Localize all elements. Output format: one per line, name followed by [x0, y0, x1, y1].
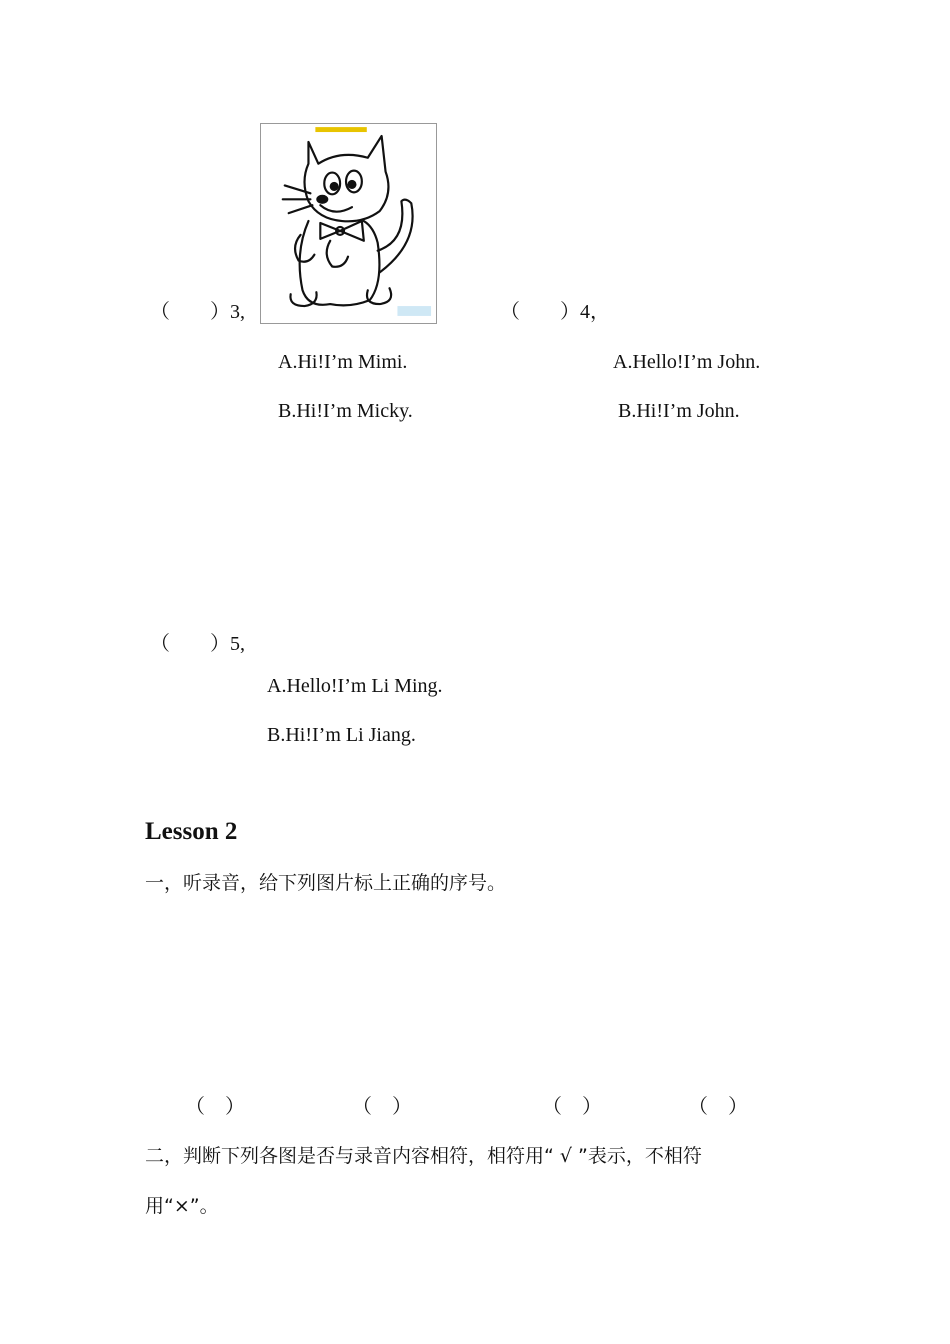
answer-blank-2: （ ）: [352, 1096, 412, 1118]
section-2-instruction-line-2: 用“×”。: [145, 1195, 219, 1217]
section-1-instruction: 一，听录音，给下列图片标上正确的序号。: [145, 872, 507, 894]
answer-blank-1: （ ）: [185, 1096, 245, 1118]
question-4-number: （ ）4，: [500, 301, 610, 323]
section-2-instruction-line-1: 二，判断下列各图是否与录音内容相符，相符用“ √ ”表示，不相符: [145, 1145, 702, 1167]
answer-blank-4: （ ）: [688, 1096, 748, 1118]
question-3-number: （ ）3,: [150, 301, 245, 323]
cartoon-cat-image: [260, 123, 437, 324]
question-5-number: （ ）5,: [150, 633, 245, 655]
question-5-option-b: B.Hi!I’m Li Jiang.: [267, 724, 416, 746]
question-3-option-a: A.Hi!I’m Mimi.: [278, 351, 408, 373]
question-4-option-a: A.Hello!I’m John.: [613, 351, 761, 373]
question-5-option-a: A.Hello!I’m Li Ming.: [267, 675, 443, 697]
lesson-title: Lesson 2: [145, 818, 238, 845]
answer-blank-3: （ ）: [542, 1096, 602, 1118]
cartoon-cat-icon: [261, 124, 436, 323]
question-3-option-b: B.Hi!I’m Micky.: [278, 400, 413, 422]
question-4-option-b: B.Hi!I’m John.: [618, 400, 740, 422]
